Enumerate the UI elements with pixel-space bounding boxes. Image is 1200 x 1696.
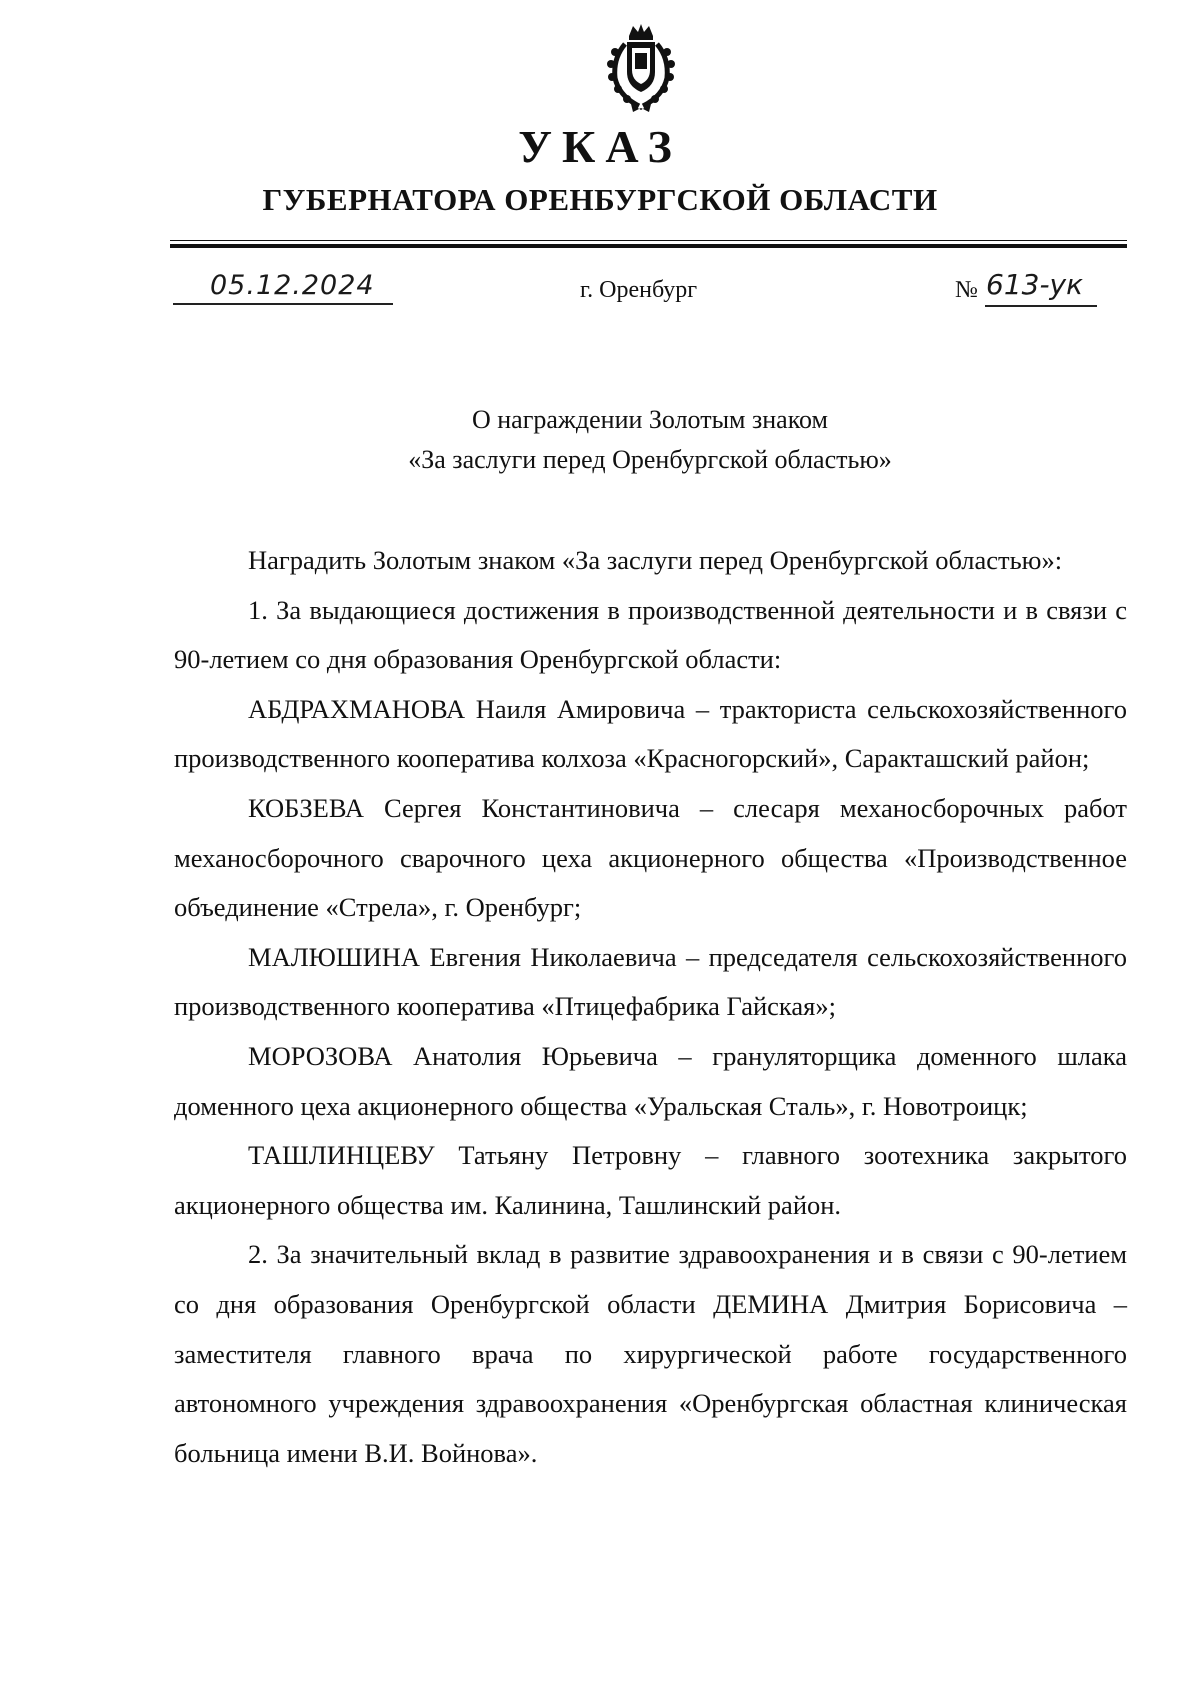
body-paragraph: МАЛЮШИНА Евгения Николаевича – председателя сельскохозяйственного производственного кооператива «Птицефабрика Гайская»;: [174, 941, 1127, 1022]
handwritten-number: 613-ук: [986, 268, 1084, 301]
subject-line-2: «За заслуги перед Оренбургской областью»: [408, 445, 892, 474]
number-underline: [985, 305, 1097, 307]
number-sign: №: [955, 277, 978, 303]
decree-subject: [0, 400, 1200, 480]
issuer-title: ГУБЕРНАТОРА ОРЕНБУРГСКОЙ ОБЛАСТИ: [262, 182, 938, 217]
body-paragraph: МОРОЗОВА Анатолия Юрьевича – грануляторщика доменного шлака доменного цеха акционерного общества «Уральская Сталь», г. Новотроицк;: [174, 1040, 1127, 1121]
body-paragraph: 2. За значительный вклад в развитие здравоохранения и в связи с 90-летием со дня образования Оренбургской области ДЕМИНА Дмитрия Борисовича – заместителя главного врача по хирургической работе государственного автономного учреждения здравоохранения «Оренбургская областная клиническая больница имени В.И. Войнова».: [174, 1239, 1127, 1468]
city-label: г. Оренбург: [580, 277, 698, 303]
handwritten-date: 05.12.2024: [210, 270, 375, 301]
document-type-title: УКАЗ: [518, 121, 682, 172]
body-paragraph: Наградить Золотым знаком «За заслуги перед Оренбургской областью»:: [248, 545, 1063, 575]
date-underline: [173, 303, 393, 305]
coat-of-arms-icon: [605, 22, 677, 114]
body-paragraph: АБДРАХМАНОВА Наиля Амировича – тракториста сельскохозяйственного производственного кооператива колхоза «Красногорский», Саракташский район;: [174, 693, 1127, 774]
subject-line-1: О награждении Золотым знаком: [471, 405, 828, 434]
body-paragraph: ТАШЛИНЦЕВУ Татьяну Петровну – главного зоотехника закрытого акционерного общества им. Калинина, Ташлинский район.: [174, 1140, 1127, 1220]
header-divider-thick: [170, 244, 1127, 248]
decree-body: [174, 536, 1127, 1478]
body-paragraph: 1. За выдающиеся достижения в производственной деятельности и в связи с 90-летием со дня образования Оренбургской области:: [174, 594, 1127, 675]
header-divider-thin: [170, 240, 1127, 241]
body-paragraph: КОБЗЕВА Сергея Константиновича – слесаря механосборочных работ механосборочного сварочного цеха акционерного общества «Производственное объединение «Стрела», г. Оренбург;: [174, 792, 1127, 923]
